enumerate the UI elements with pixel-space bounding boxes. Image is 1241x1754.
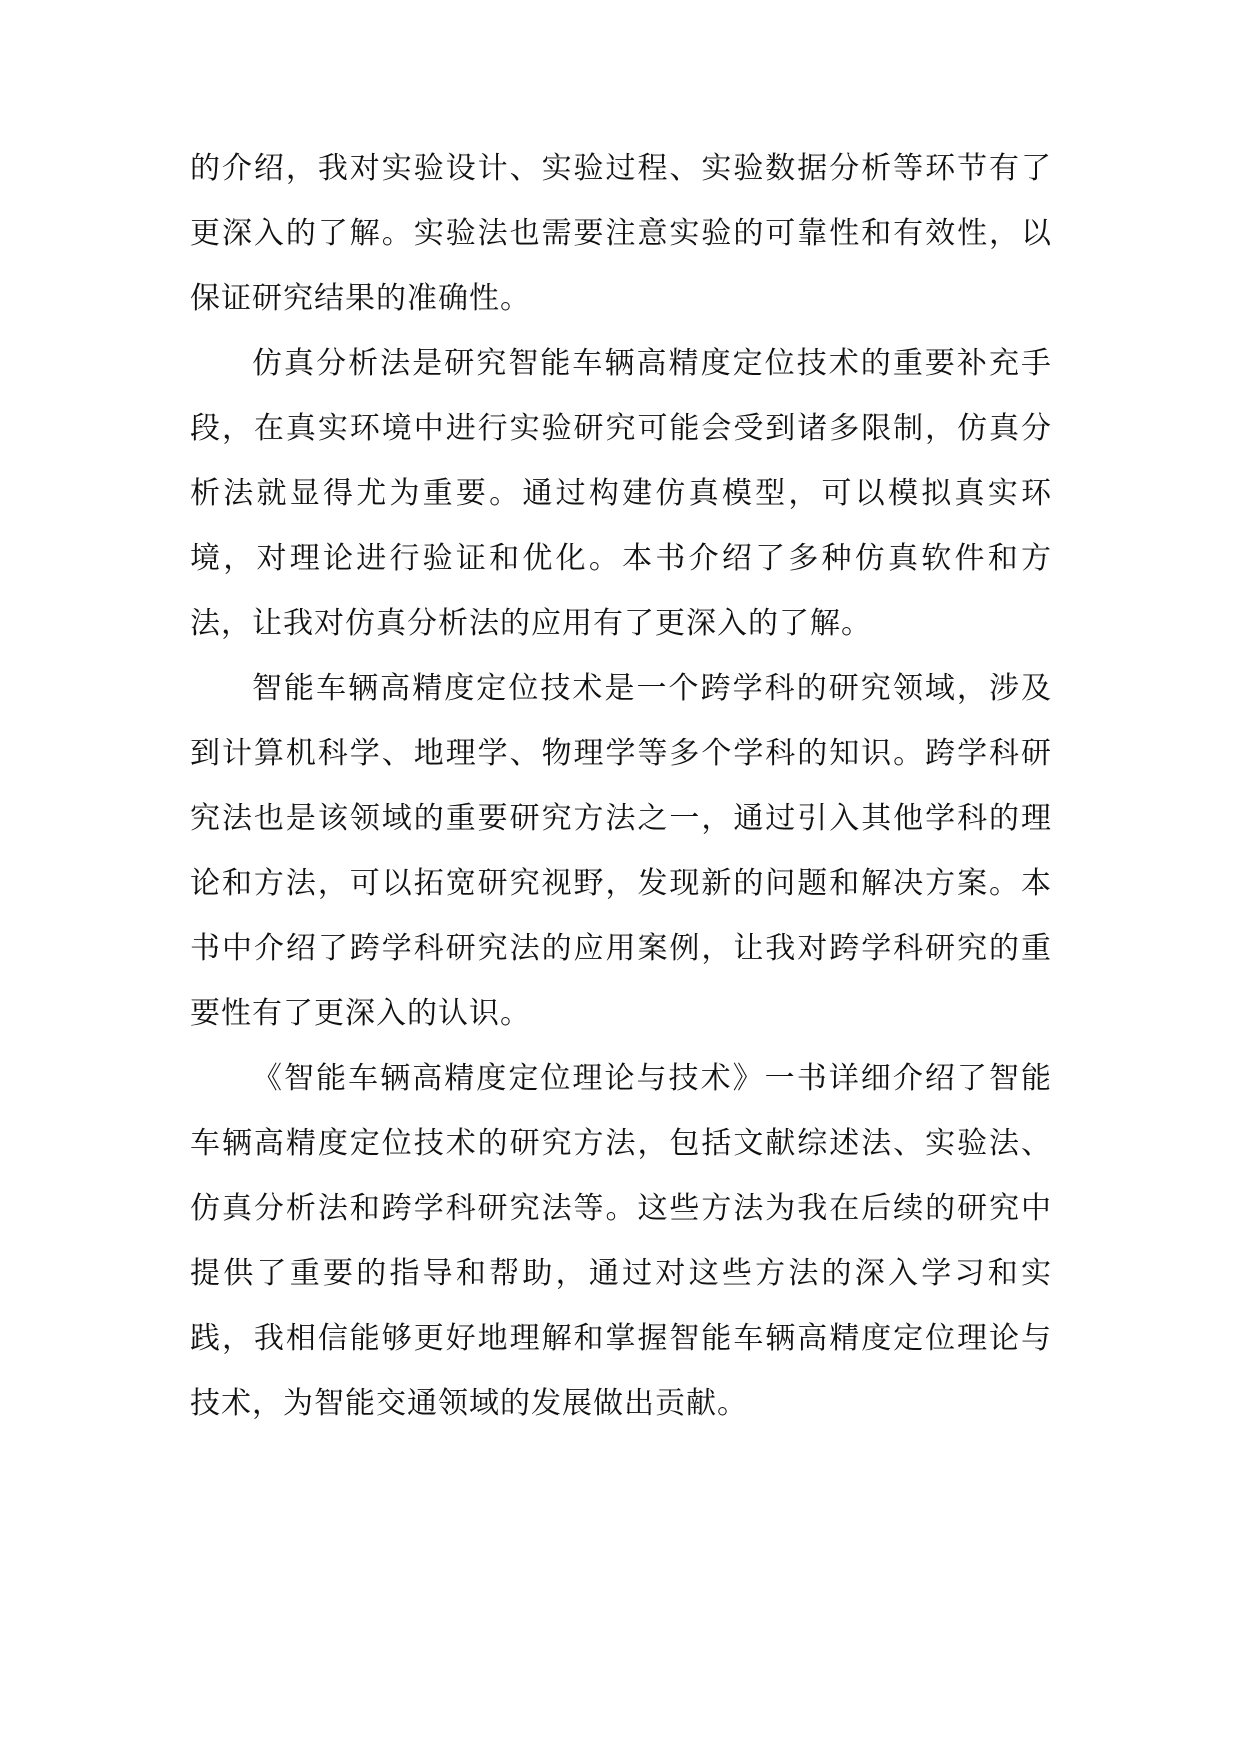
paragraph: 《智能车辆高精度定位理论与技术》一书详细介绍了智能车辆高精度定位技术的研究方法，包括文献综述法、实验法、仿真分析法和跨学科研究法等。这些方法为我在后续的研究中提供了重要的指导和帮助，通过对这些方法的深入学习和实践，我相信能够更好地理解和掌握智能车辆高精度定位理论与技术，为智能交通领域的发展做出贡献。 xyxy=(190,1061,1052,1421)
paragraph: 的介绍，我对实验设计、实验过程、实验数据分析等环节有了更深入的了解。实验法也需要注意实验的可靠性和有效性，以保证研究结果的准确性。 xyxy=(190,151,1052,316)
paragraph: 仿真分析法是研究智能车辆高精度定位技术的重要补充手段，在真实环境中进行实验研究可能会受到诸多限制，仿真分析法就显得尤为重要。通过构建仿真模型，可以模拟真实环境，对理论进行验证和优化。本书介绍了多种仿真软件和方法，让我对仿真分析法的应用有了更深入的了解。 xyxy=(190,346,1052,641)
paragraph: 智能车辆高精度定位技术是一个跨学科的研究领域，涉及到计算机科学、地理学、物理学等多个学科的知识。跨学科研究法也是该领域的重要研究方法之一，通过引入其他学科的理论和方法，可以拓宽研究视野，发现新的问题和解决方案。本书中介绍了跨学科研究法的应用案例，让我对跨学科研究的重要性有了更深入的认识。 xyxy=(190,671,1052,1031)
body-text xyxy=(190,136,1052,1436)
